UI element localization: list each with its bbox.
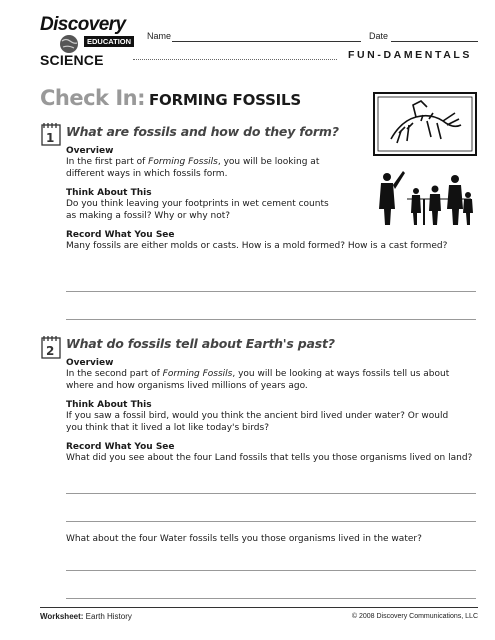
worksheet-label: Worksheet: <box>40 612 84 621</box>
date-line[interactable] <box>391 41 478 42</box>
section2-overview-label: Overview <box>66 358 114 368</box>
copyright: © 2008 Discovery Communications, LLC <box>351 613 478 620</box>
answer-line[interactable] <box>66 570 476 571</box>
logo-discovery-text: Discovery <box>40 14 126 35</box>
section1-question: What are fossils and how do they form? <box>66 124 339 139</box>
section2-record-label: Record What You See <box>66 442 175 452</box>
section2-overview-line2: where and how organisms lived millions of years ago. <box>66 381 308 391</box>
section2-overview-line1: In the second part of Forming Fossils, you will be looking at ways fossils tell us about <box>66 369 450 379</box>
section1-overview-line1: In the first part of Forming Fossils, you will be looking at <box>66 157 320 167</box>
header-dotted-rule <box>133 59 337 60</box>
answer-line[interactable] <box>66 291 476 292</box>
answer-line[interactable] <box>66 598 476 599</box>
section1-overview-label: Overview <box>66 146 114 156</box>
discovery-education-logo <box>40 14 132 66</box>
page-title-prefix: Check In: <box>40 86 145 110</box>
section2-think-line1: If you saw a fossil bird, would you think the ancient bird lived under water? Or would <box>66 411 449 421</box>
answer-line[interactable] <box>66 521 476 522</box>
section2-think-line2: you think that it lived a lot like today's birds? <box>66 423 269 433</box>
answer-line[interactable] <box>66 493 476 494</box>
page-title: FORMING FOSSILS <box>149 91 302 109</box>
name-label: Name <box>147 31 172 41</box>
section1-think-line1: Do you think leaving your footprints in wet cement counts <box>66 199 329 209</box>
section1-overview-line2: different ways in which fossils form. <box>66 169 228 179</box>
date-label: Date <box>369 31 389 41</box>
section2-number: 2 <box>46 344 55 358</box>
section2-water-prompt: What about the four Water fossils tells you those organisms lived in the water? <box>66 534 422 544</box>
museum-fossil-illustration <box>371 91 479 227</box>
section1-record-prompt: Many fossils are either molds or casts. How is a mold formed? How is a cast formed? <box>66 241 448 251</box>
section1-record-label: Record What You See <box>66 230 175 240</box>
section1-think-line2: as making a fossil? Why or why not? <box>66 211 231 221</box>
footer-rule <box>40 607 478 608</box>
worksheet-title: Earth History <box>85 612 132 621</box>
section2-think-label: Think About This <box>66 400 152 410</box>
logo-education-text: EDUCATION <box>84 36 134 47</box>
section2-record-prompt: What did you see about the four Land fossils that tells you those organisms lived on land? <box>66 453 473 463</box>
series-title: FUN-DAMENTALS <box>347 49 472 61</box>
notepad-icon <box>40 334 62 360</box>
logo-science-text: SCIENCE <box>40 52 104 68</box>
globe-icon <box>56 34 82 54</box>
name-line[interactable] <box>172 41 361 42</box>
section1-think-label: Think About This <box>66 188 152 198</box>
section2-question: What do fossils tell about Earth's past? <box>66 336 335 351</box>
worksheet-footer <box>40 612 132 621</box>
answer-line[interactable] <box>66 319 476 320</box>
notepad-icon <box>40 121 62 147</box>
section1-number: 1 <box>46 131 55 145</box>
